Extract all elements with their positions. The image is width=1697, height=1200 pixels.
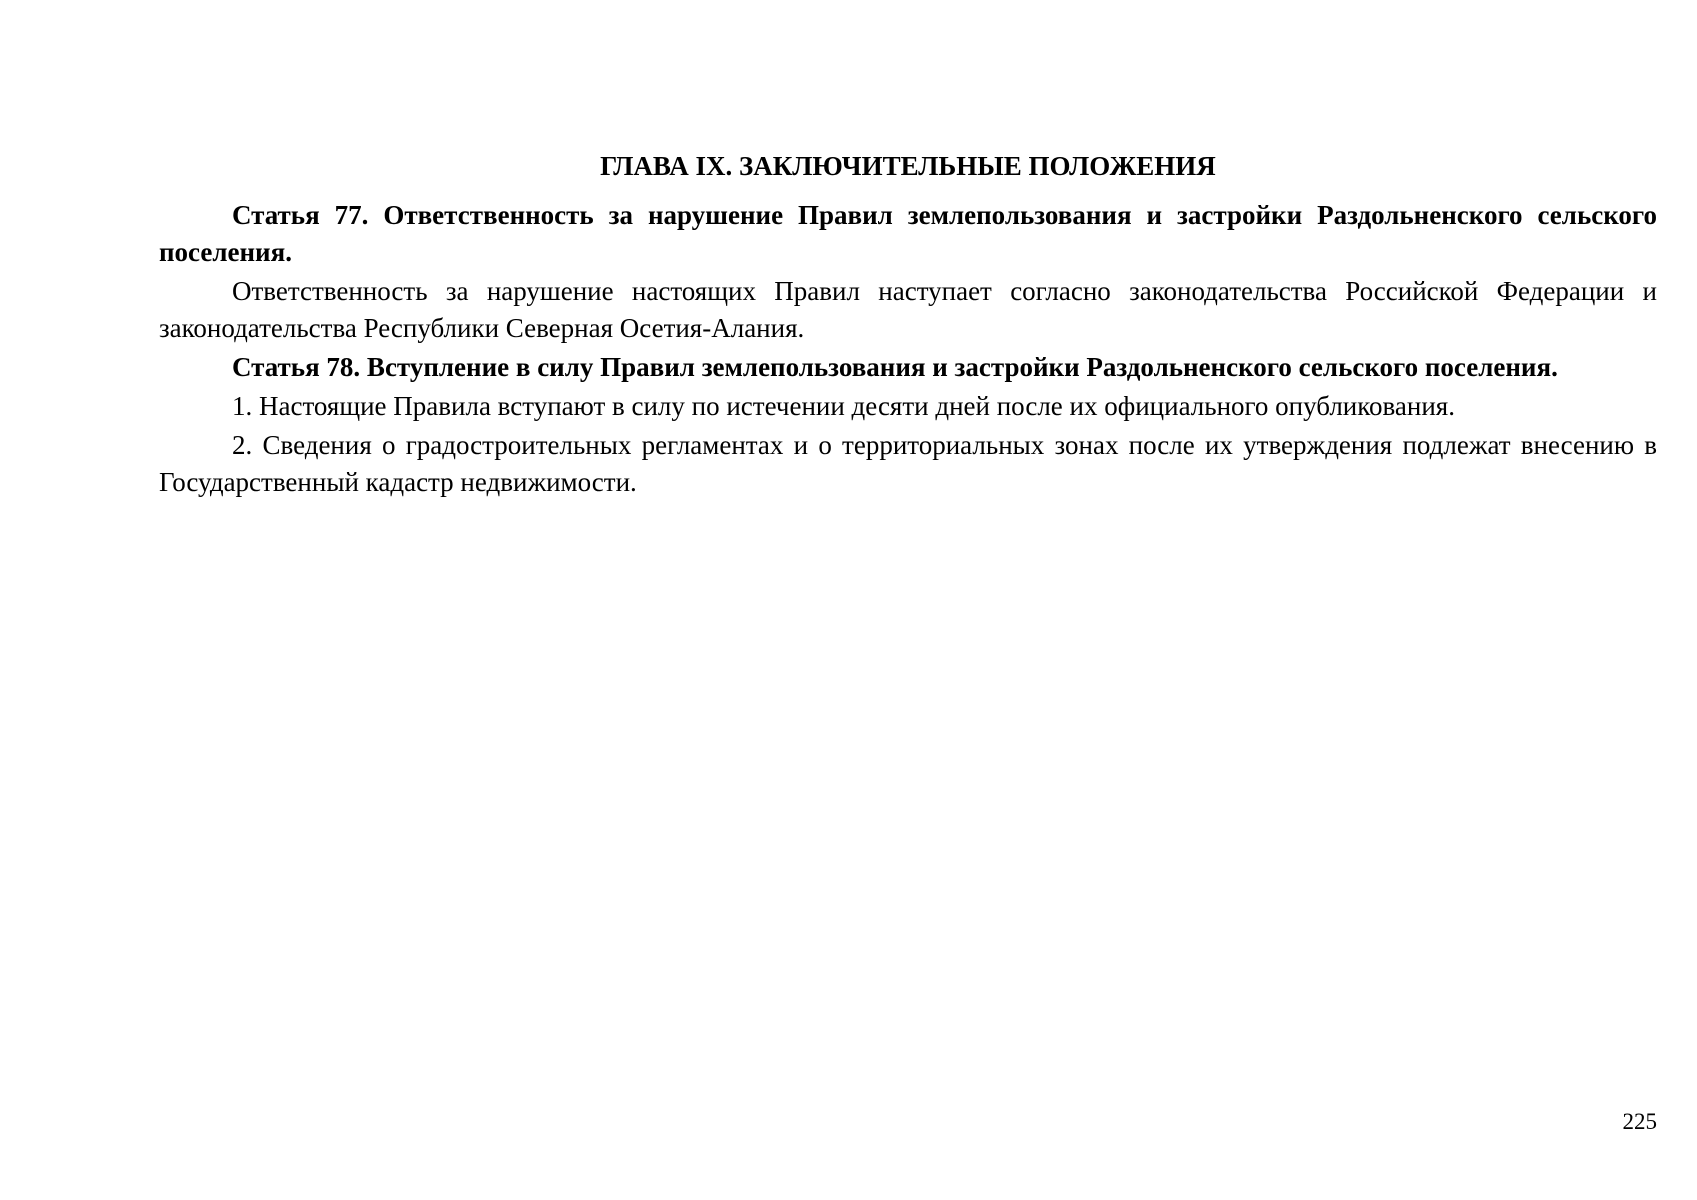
chapter-title: ГЛАВА IX. ЗАКЛЮЧИТЕЛЬНЫЕ ПОЛОЖЕНИЯ [600,151,1216,181]
article-77-title: Статья 77. Ответственность за нарушение Правил землепользования и застройки Раздольненского сельского поселения. [159,200,1657,267]
article-78-title: Статья 78. Вступление в силу Правил землепользования и застройки Раздольненского сельского поселения. [232,352,1558,382]
page-content [159,148,1657,503]
article-78-paragraph-2: 2. Сведения о градостроительных регламентах и о территориальных зонах после их утверждения подлежат внесению в Государственный кадастр недвижимости. [159,430,1657,497]
article-77-paragraph-1: Ответственность за нарушение настоящих Правил наступает согласно законодательства Российской Федерации и законодательства Республики Северная Осетия-Алания. [159,276,1657,343]
article-78-paragraph-1: 1. Настоящие Правила вступают в силу по истечении десяти дней после их официального опубликования. [232,391,1455,421]
page-number: 225 [1622,1109,1657,1134]
